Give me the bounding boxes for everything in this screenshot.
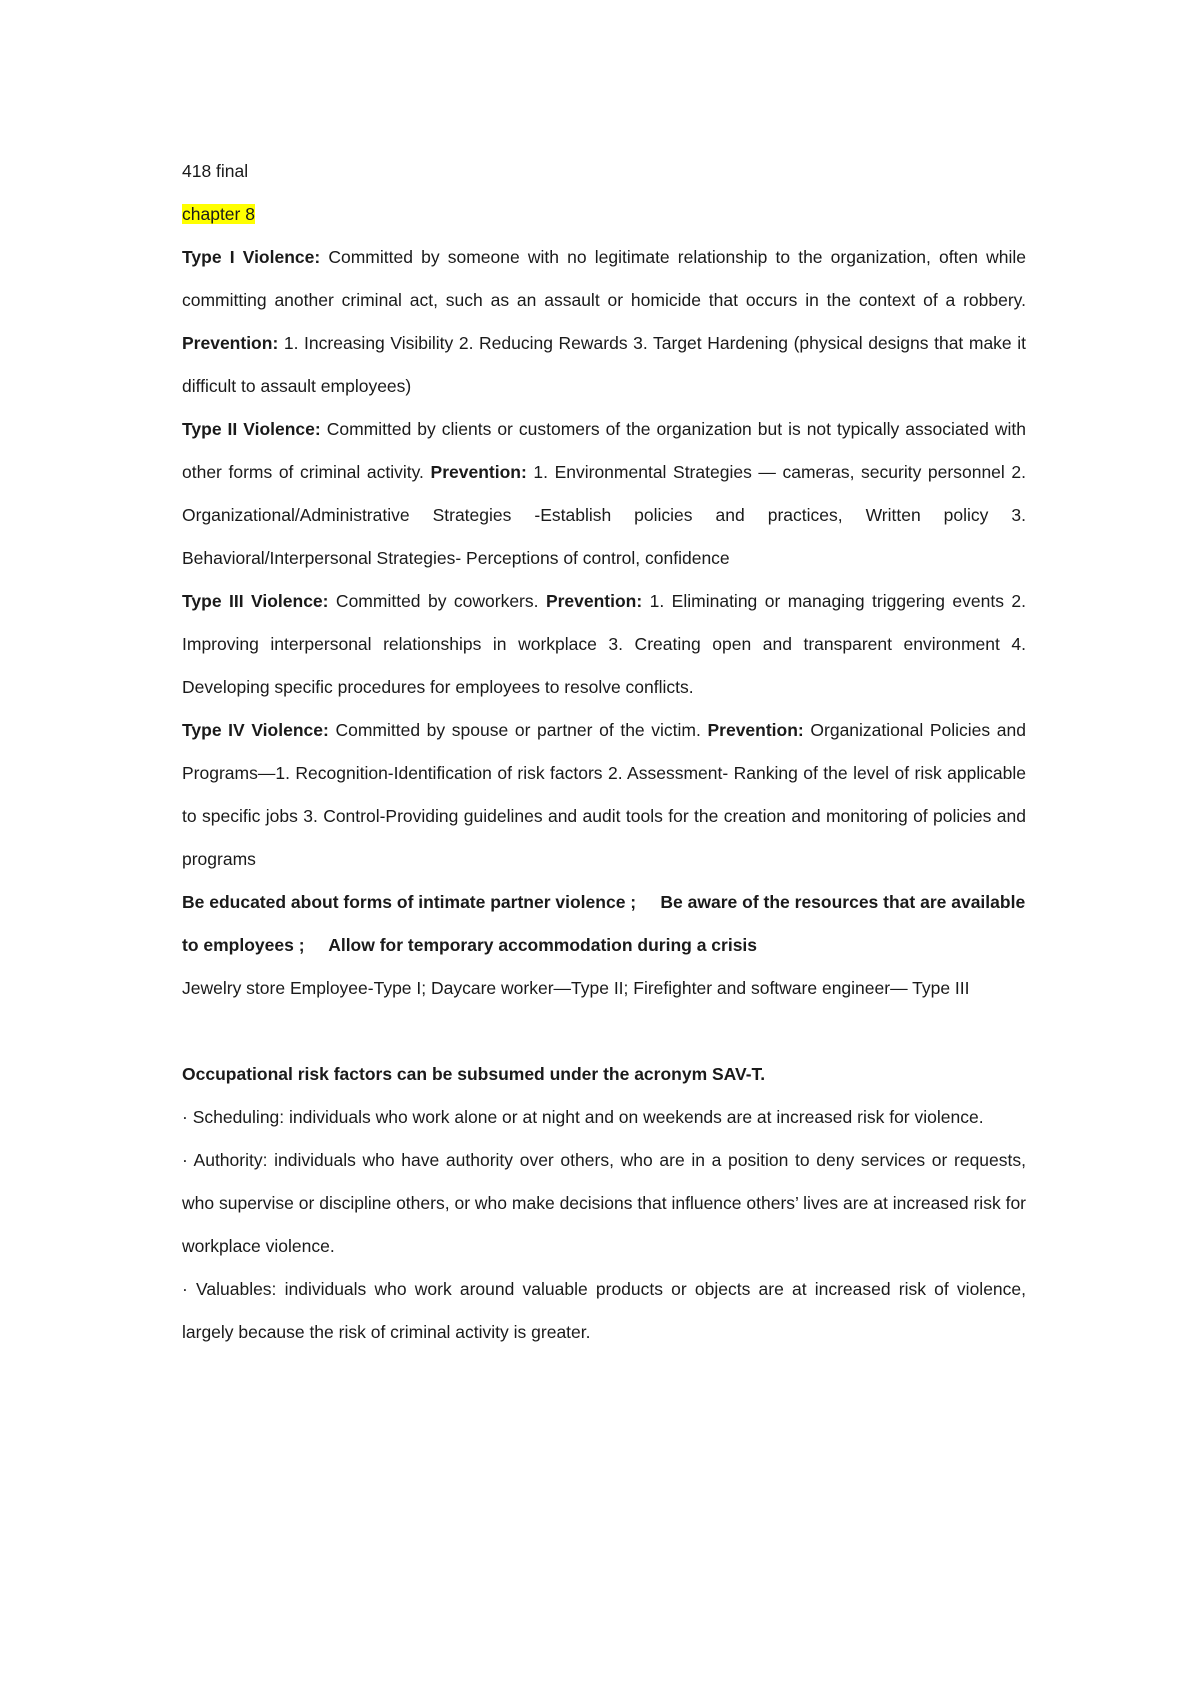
ipv-text: Be educated about forms of intimate partner violence ; Be aware of the resources that are available to employees ; Allow for temporary accommodation during a crisis xyxy=(182,892,1031,955)
type1-prevention-label: Prevention: xyxy=(182,333,279,353)
savt-item-scheduling: · Scheduling: individuals who work alone or at night and on weekends are at increased risk for violence. xyxy=(182,1107,984,1127)
type4-text: Committed by spouse or partner of the victim. xyxy=(328,720,708,740)
type3-label: Type III Violence: xyxy=(182,591,329,611)
type4-prevention-text: Organizational Policies and Programs—1. Recognition-Identification of risk factors 2. Assessment- Ranking of the level of risk applicable to specific jobs 3. Control-Providing guidelines and audit tools for the creation and monitoring of policies and programs xyxy=(182,720,1026,869)
document-body xyxy=(182,150,1031,1354)
type2-prevention-text: 1. Environmental Strategies — cameras, security personnel 2. Organizational/Administrative Strategies -Establish policies and practices, Written policy 3. Behavioral/Interpersonal Strategies- Perceptions of control, confidence xyxy=(182,462,1026,568)
type4-paragraph xyxy=(182,709,1026,881)
type1-paragraph xyxy=(182,236,1026,408)
document-title: 418 final xyxy=(182,161,249,181)
chapter-label: chapter 8 xyxy=(182,204,255,224)
type2-label: Type II Violence: xyxy=(182,419,321,439)
blank-line xyxy=(182,1010,1026,1053)
savt-item-valuables: · Valuables: individuals who work around valuable products or objects are at increased risk of violence, largely because the risk of criminal activity is greater. xyxy=(182,1279,1026,1342)
savt-heading xyxy=(182,1053,1026,1096)
type2-prevention-label: Prevention: xyxy=(430,462,527,482)
type1-label: Type I Violence: xyxy=(182,247,321,267)
type1-prevention-text: 1. Increasing Visibility 2. Reducing Rewards 3. Target Hardening (physical designs that make it difficult to assault employees) xyxy=(182,333,1026,396)
chapter-heading xyxy=(182,193,1026,236)
type2-text: Committed by clients or customers of the organization but is not typically associated with other forms of criminal activity. xyxy=(182,419,1026,482)
type3-prevention-label: Prevention: xyxy=(545,591,643,611)
ipv-paragraph xyxy=(182,881,1031,967)
type3-paragraph xyxy=(182,580,1026,709)
type2-paragraph xyxy=(182,408,1026,580)
examples-paragraph: Jewelry store Employee-Type I; Daycare worker—Type II; Firefighter and software engineer— Type III xyxy=(182,978,970,998)
type1-text: Committed by someone with no legitimate relationship to the organization, often while committing another criminal act, such as an assault or homicide that occurs in the context of a robbery. xyxy=(182,247,1026,310)
savt-item-authority: · Authority: individuals who have authority over others, who are in a position to deny services or requests, who supervise or discipline others, or who make decisions that influence others’ lives are at increased risk for workplace violence. xyxy=(182,1150,1026,1256)
savt-heading-text: Occupational risk factors can be subsumed under the acronym SAV-T. xyxy=(182,1064,766,1084)
type4-prevention-label: Prevention: xyxy=(707,720,804,740)
type3-text: Committed by coworkers. xyxy=(328,591,546,611)
type3-prevention-text: 1. Eliminating or managing triggering events 2. Improving interpersonal relationships in workplace 3. Creating open and transparent environment 4. Developing specific procedures for employees to resolve conflicts. xyxy=(182,591,1026,697)
type4-label: Type IV Violence: xyxy=(182,720,329,740)
